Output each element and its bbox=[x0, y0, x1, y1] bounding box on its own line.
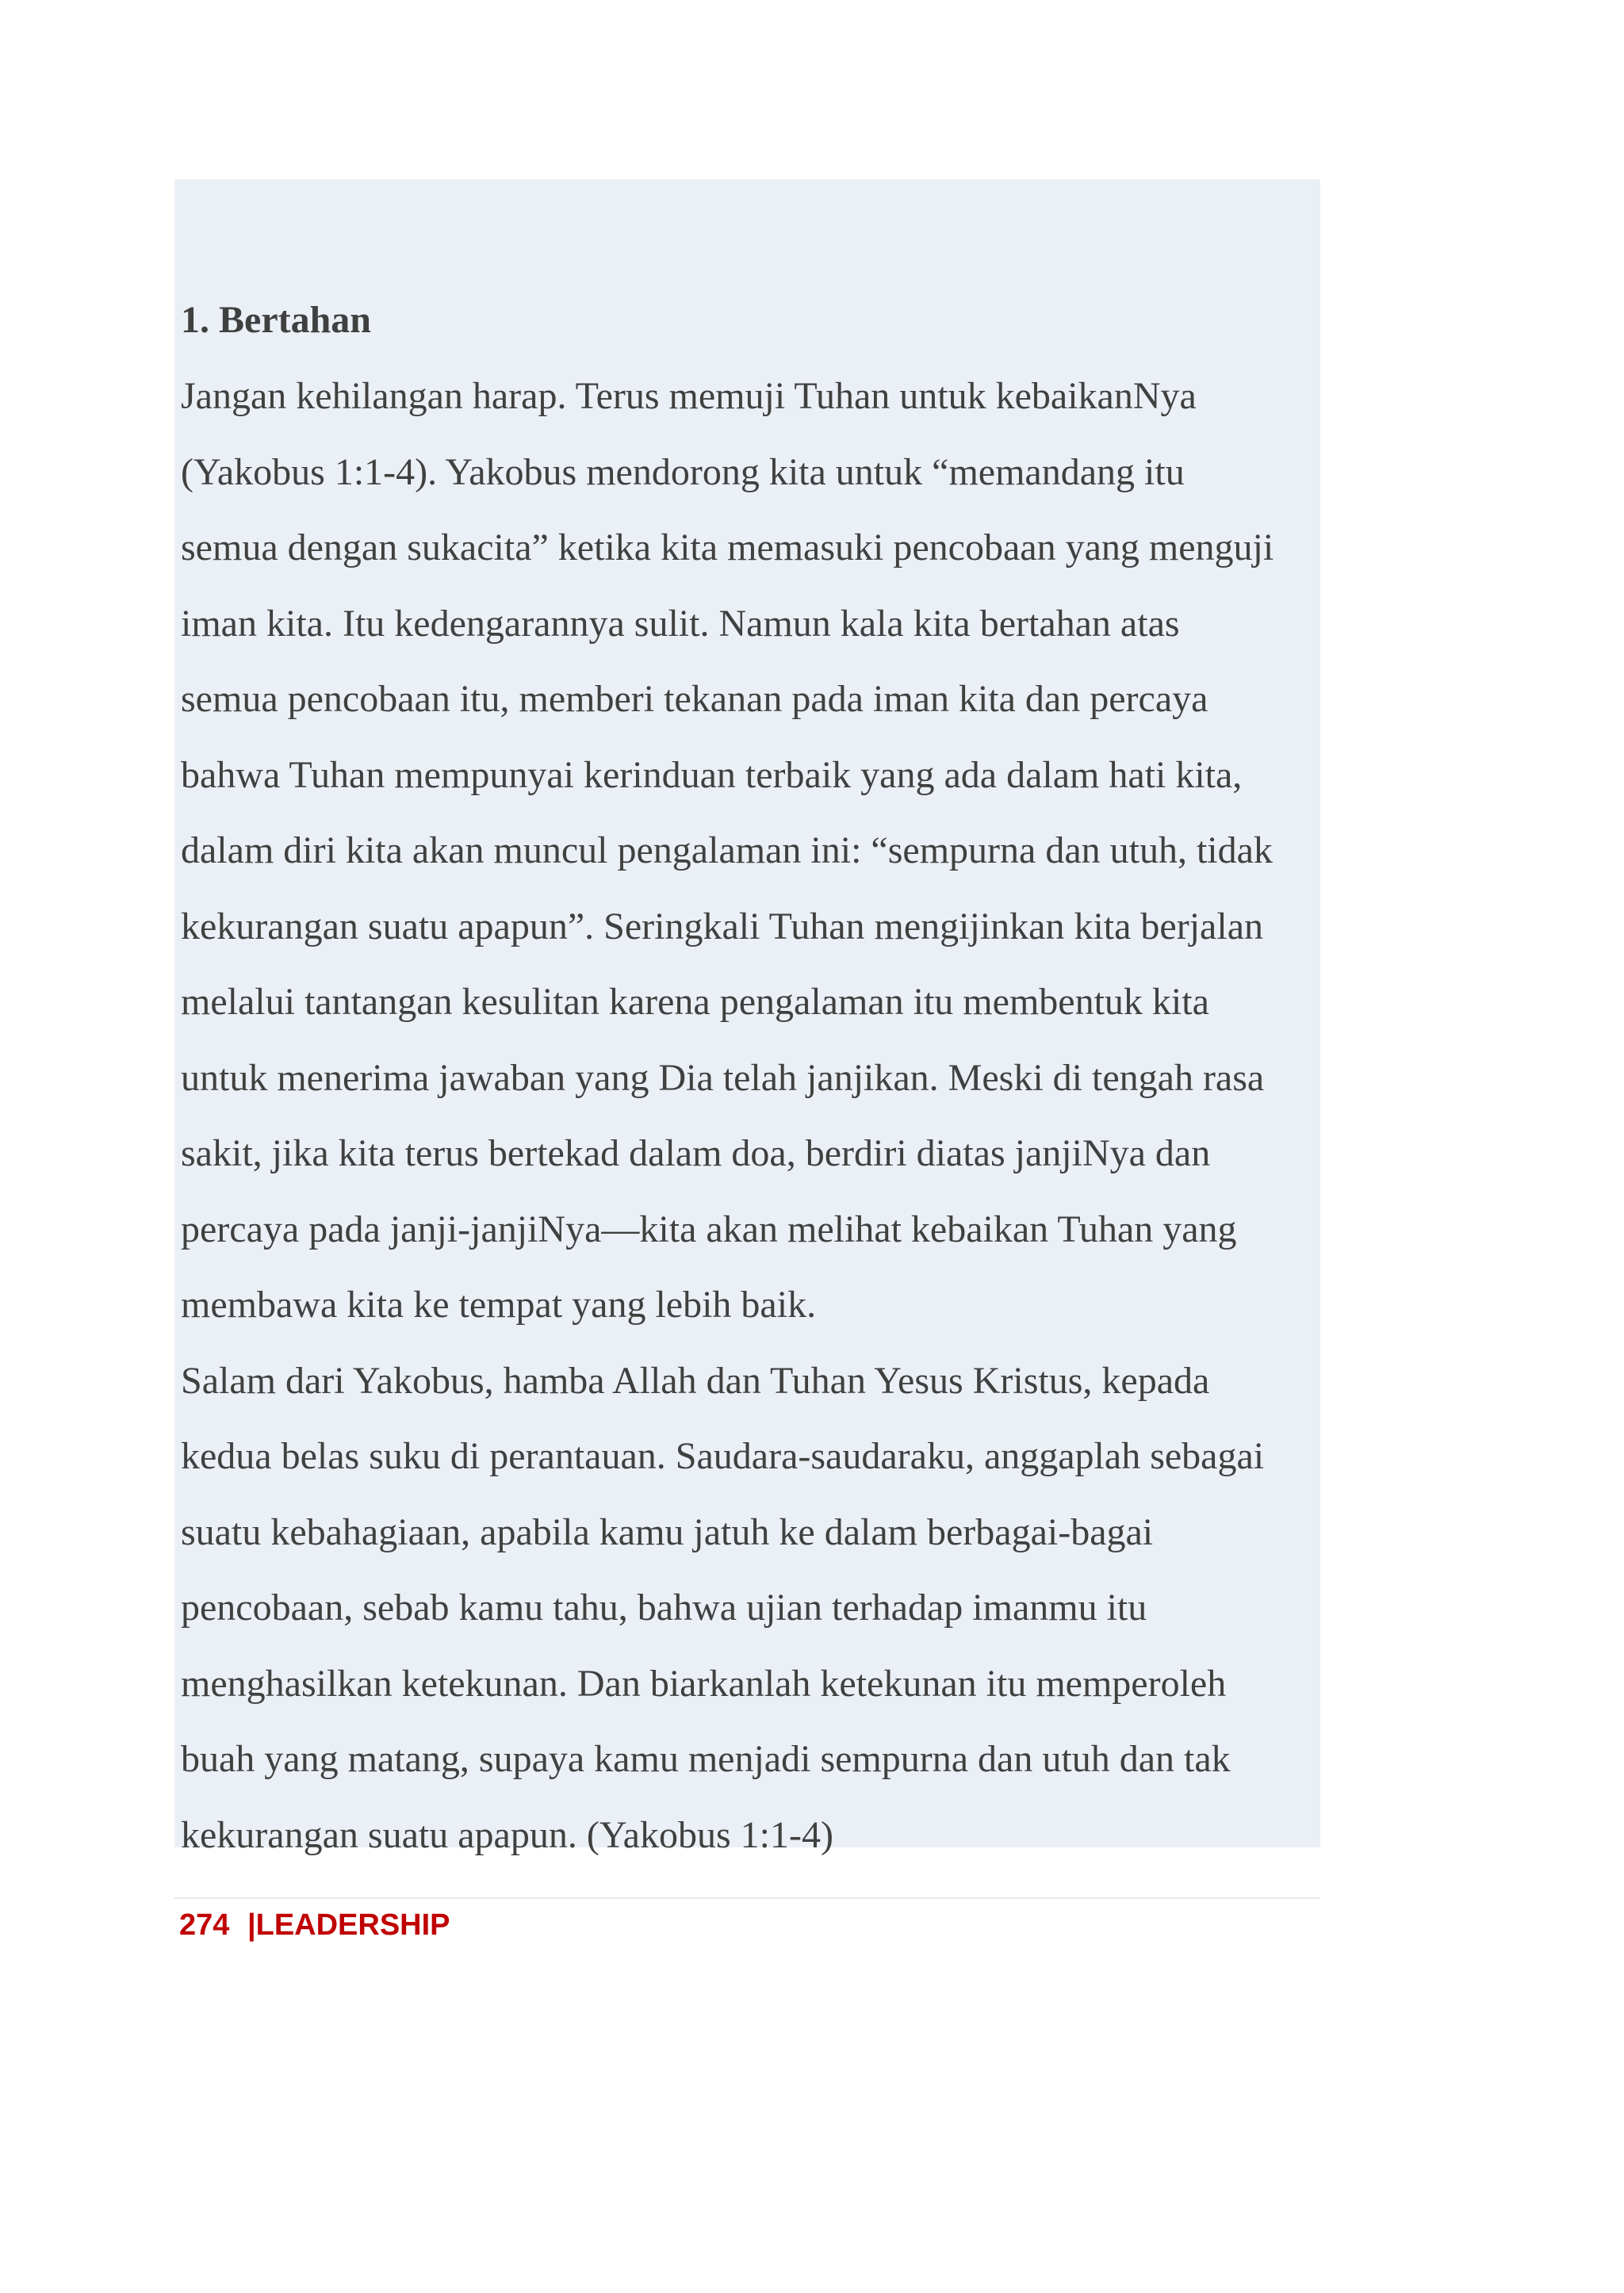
paragraph-line: kekurangan suatu apapun”. Seringkali Tuhan mengijinkan kita berjalan bbox=[181, 905, 1263, 947]
paragraph-line: membawa kita ke tempat yang lebih baik. bbox=[181, 1284, 817, 1326]
paragraph-line: bahwa Tuhan mempunyai kerinduan terbaik yang ada dalam hati kita, bbox=[181, 753, 1243, 796]
paragraph-line: percaya pada janji-janjiNya—kita akan melihat kebaikan Tuhan yang bbox=[181, 1208, 1237, 1250]
paragraph-2 bbox=[181, 1343, 1323, 1874]
section-heading: 1. Bertahan bbox=[181, 299, 371, 341]
paragraph-line: semua pencobaan itu, memberi tekanan pada iman kita dan percaya bbox=[181, 678, 1208, 720]
paragraph-line: semua dengan sukacita” ketika kita memasuki pencobaan yang menguji bbox=[181, 526, 1274, 568]
text-area bbox=[181, 282, 1323, 1873]
paragraph-line: dalam diri kita akan muncul pengalaman ini: “sempurna dan utuh, tidak bbox=[181, 829, 1273, 871]
paragraph-line: (Yakobus 1:1-4). Yakobus mendorong kita untuk “memandang itu bbox=[181, 450, 1185, 493]
paragraph-1 bbox=[181, 358, 1323, 1343]
paragraph-line: kekurangan suatu apapun. (Yakobus 1:1-4) bbox=[181, 1813, 833, 1856]
footer-separator: | bbox=[247, 1908, 256, 1942]
paragraph-line: buah yang matang, supaya kamu menjadi sempurna dan utuh dan tak bbox=[181, 1738, 1231, 1780]
content-box bbox=[174, 179, 1320, 1856]
page-number: 274 bbox=[179, 1908, 230, 1942]
paragraph-line: melalui tantangan kesulitan karena pengalaman itu membentuk kita bbox=[181, 981, 1209, 1023]
footer-divider bbox=[174, 1897, 1320, 1899]
footer-title: LEADERSHIP bbox=[255, 1908, 450, 1942]
paragraph-line: untuk menerima jawaban yang Dia telah janjikan. Meski di tengah rasa bbox=[181, 1056, 1265, 1099]
paragraph-line: Jangan kehilangan harap. Terus memuji Tuhan untuk kebaikanNya bbox=[181, 375, 1197, 417]
paragraph-line: Salam dari Yakobus, hamba Allah dan Tuhan Yesus Kristus, kepada bbox=[181, 1359, 1210, 1402]
paragraph-line: suatu kebahagiaan, apabila kamu jatuh ke dalam berbagai-bagai bbox=[181, 1510, 1154, 1553]
paragraph-line: menghasilkan ketekunan. Dan biarkanlah ketekunan itu memperoleh bbox=[181, 1662, 1227, 1705]
paragraph-line: kedua belas suku di perantauan. Saudara-saudaraku, anggaplah sebagai bbox=[181, 1435, 1265, 1477]
paragraph-line: pencobaan, sebab kamu tahu, bahwa ujian terhadap imanmu itu bbox=[181, 1587, 1147, 1629]
page-footer bbox=[179, 1903, 450, 1947]
paragraph-line: iman kita. Itu kedengarannya sulit. Namun kala kita bertahan atas bbox=[181, 602, 1180, 645]
paragraph-line: sakit, jika kita terus bertekad dalam doa, berdiri diatas janjiNya dan bbox=[181, 1132, 1211, 1174]
